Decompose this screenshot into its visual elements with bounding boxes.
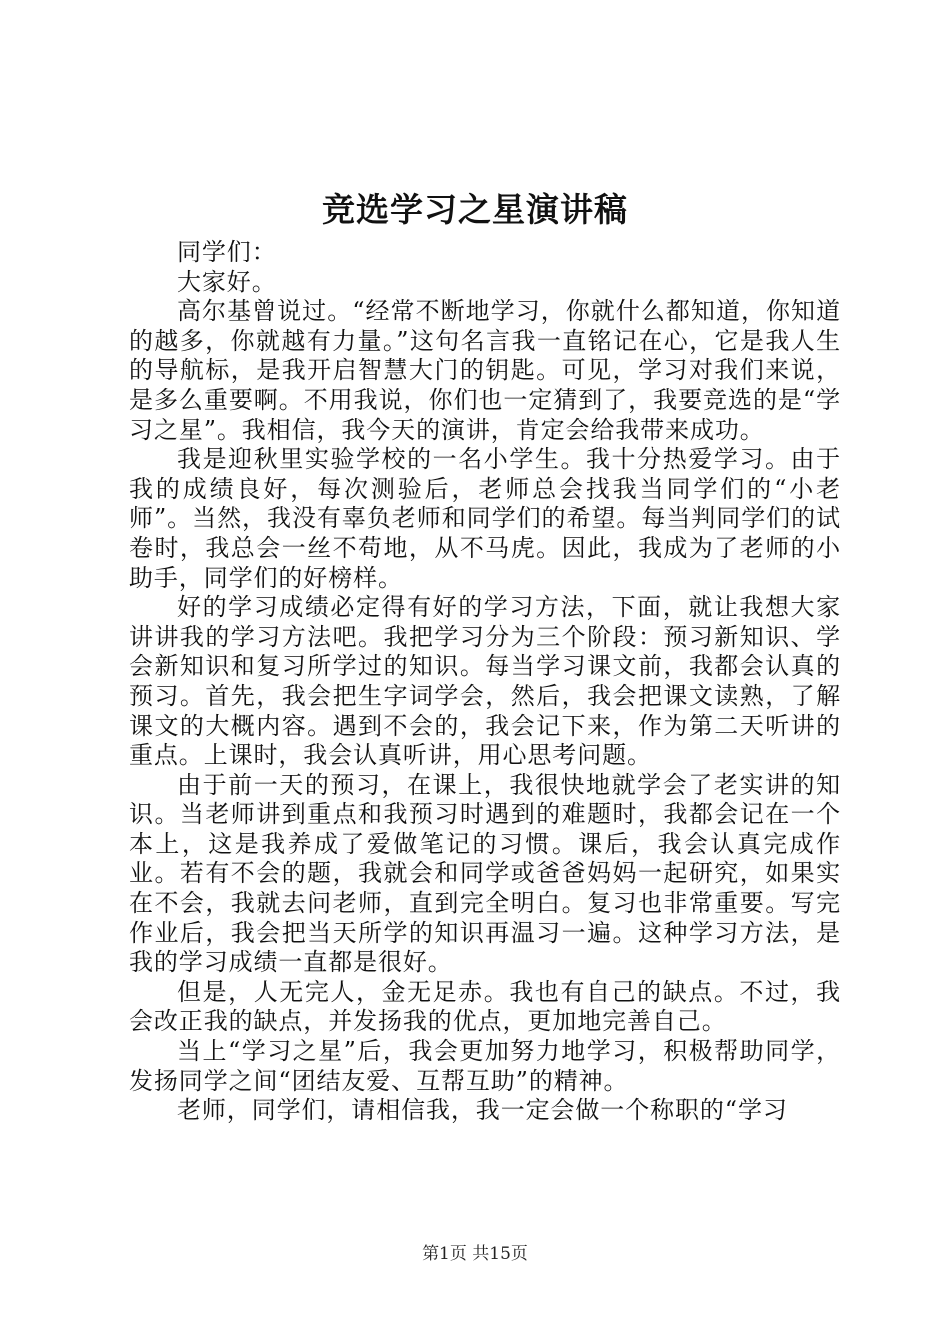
paragraph: 当上“学习之星”后，我会更加努力地学习，积极帮助同学，发扬同学之间“团结友爱、互帮互助”的精神。	[129, 1037, 841, 1095]
greeting: 大家好。	[177, 267, 277, 296]
salutation: 同学们：	[177, 238, 277, 266]
document-body	[129, 238, 841, 1126]
paragraph: 我是迎秋里实验学校的一名小学生。我十分热爱学习。由于我的成绩良好，每次测验后，老师总会找我当同学们的“小老师”。当然，我没有辜负老师和同学们的希望。每当判同学们的试卷时，我总会一丝不苟地，从不马虎。因此，我成为了老师的小助手，同学们的好榜样。	[129, 445, 841, 592]
paragraph: 高尔基曾说过。“经常不断地学习，你就什么都知道，你知道的越多，你就越有力量。”这句名言我一直铭记在心，它是我人生的导航标，是我开启智慧大门的钥匙。可见，学习对我们来说，是多么重要啊。不用我说，你们也一定猜到了，我要竞选的是“学习之星”。我相信，我今天的演讲，肯定会给我带来成功。	[129, 297, 841, 444]
paragraph: 由于前一天的预习，在课上，我很快地就学会了老实讲的知识。当老师讲到重点和我预习时遇到的难题时，我都会记在一个本上，这是我养成了爱做笔记的习惯。课后，我会认真完成作业。若有不会的题，我就会和同学或爸爸妈妈一起研究，如果实在不会，我就去问老师，直到完全明白。复习也非常重要。写完作业后，我会把当天所学的知识再温习一遍。这种学习方法，是我的学习成绩一直都是很好。	[129, 770, 841, 977]
paragraph: 老师，同学们，请相信我，我一定会做一个称职的“学习	[177, 1096, 788, 1125]
paragraph: 好的学习成绩必定得有好的学习方法，下面，就让我想大家讲讲我的学习方法吧。我把学习分为三个阶段：预习新知识、学会新知识和复习所学过的知识。每当学习课文前，我都会认真的预习。首先，我会把生字词学会，然后，我会把课文读熟，了解课文的大概内容。遇到不会的，我会记下来，作为第二天听讲的重点。上课时，我会认真听讲，用心思考问题。	[129, 593, 841, 770]
document-title: 竞选学习之星演讲稿	[322, 190, 628, 229]
page-number-footer: 第1页 共15页	[422, 1244, 528, 1264]
paragraph: 但是，人无完人，金无足赤。我也有自己的缺点。不过，我会改正我的缺点，并发扬我的优点，更加地完善自己。	[129, 977, 841, 1036]
